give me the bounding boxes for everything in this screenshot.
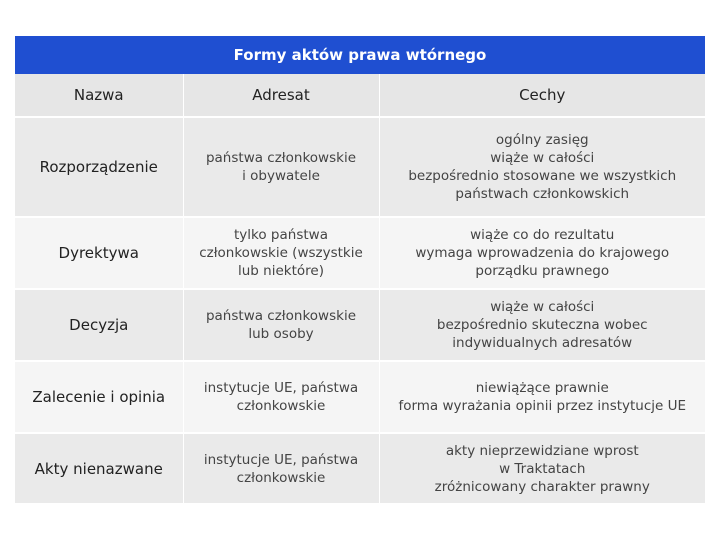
table-row — [15, 289, 705, 361]
addressee-line: państwa członkowskie — [205, 150, 357, 166]
row-features — [379, 117, 705, 217]
addressee-line: i obywatele — [242, 168, 320, 184]
addressee-line: członkowskie (wszystkie — [199, 245, 363, 261]
feature-line: wiąże co do rezultatu — [470, 227, 615, 243]
addressee-line: instytucje UE, państwa — [203, 451, 359, 468]
table-row — [15, 361, 705, 433]
feature-line: wiąże w całości — [490, 299, 595, 315]
header-features: Cechy — [519, 86, 566, 104]
row-addressee — [183, 217, 379, 289]
feature-line: niewiążące prawnie — [475, 380, 609, 396]
legal-acts-table — [15, 74, 705, 503]
table-row — [15, 117, 705, 217]
row-features — [379, 361, 705, 433]
row-name: Zalecenie i opinia — [15, 361, 183, 433]
row-features — [379, 433, 705, 503]
header-name: Nazwa — [15, 74, 183, 117]
table-row — [15, 217, 705, 289]
feature-line: ogólny zasięg — [495, 132, 589, 148]
feature-line: w Traktatach — [499, 460, 586, 477]
feature-line: zróżnicowany charakter prawny — [434, 478, 650, 495]
addressee-line: lub osoby — [248, 326, 314, 342]
feature-line: akty nieprzewidziane wprost — [445, 442, 639, 459]
feature-line: forma wyrażania opinii przez instytucje UE — [398, 398, 687, 414]
addressee-line: członkowskie — [236, 398, 326, 414]
row-name: Decyzja — [15, 289, 183, 361]
feature-line: bezpośrednio stosowane we wszystkich — [408, 168, 677, 184]
row-addressee — [183, 361, 379, 433]
row-name: Dyrektywa — [15, 217, 183, 289]
feature-line: wiąże w całości — [490, 150, 595, 166]
row-name: Akty nienazwane — [15, 433, 183, 503]
header-row — [15, 74, 705, 117]
table-row — [15, 433, 705, 503]
row-addressee — [183, 289, 379, 361]
addressee-line: instytucje UE, państwa — [203, 380, 359, 396]
table-title: Formy aktów prawa wtórnego — [15, 36, 705, 74]
addressee-line: państwa członkowskie — [205, 308, 357, 324]
feature-line: indywidualnych adresatów — [452, 335, 633, 351]
addressee-line: członkowskie — [236, 469, 326, 486]
header-addressee: Adresat — [183, 74, 379, 117]
feature-line: wymaga wprowadzenia do krajowego — [415, 245, 670, 261]
row-name: Rozporządzenie — [15, 117, 183, 217]
row-addressee — [183, 117, 379, 217]
feature-line: państwach członkowskich — [455, 186, 630, 202]
legal-acts-table-container — [15, 36, 705, 503]
row-addressee — [183, 433, 379, 503]
row-features — [379, 217, 705, 289]
feature-line: bezpośrednio skuteczna wobec — [436, 317, 648, 333]
addressee-line: lub niektóre) — [238, 263, 324, 279]
row-features — [379, 289, 705, 361]
feature-line: porządku prawnego — [475, 263, 610, 279]
addressee-line: tylko państwa — [234, 227, 328, 243]
